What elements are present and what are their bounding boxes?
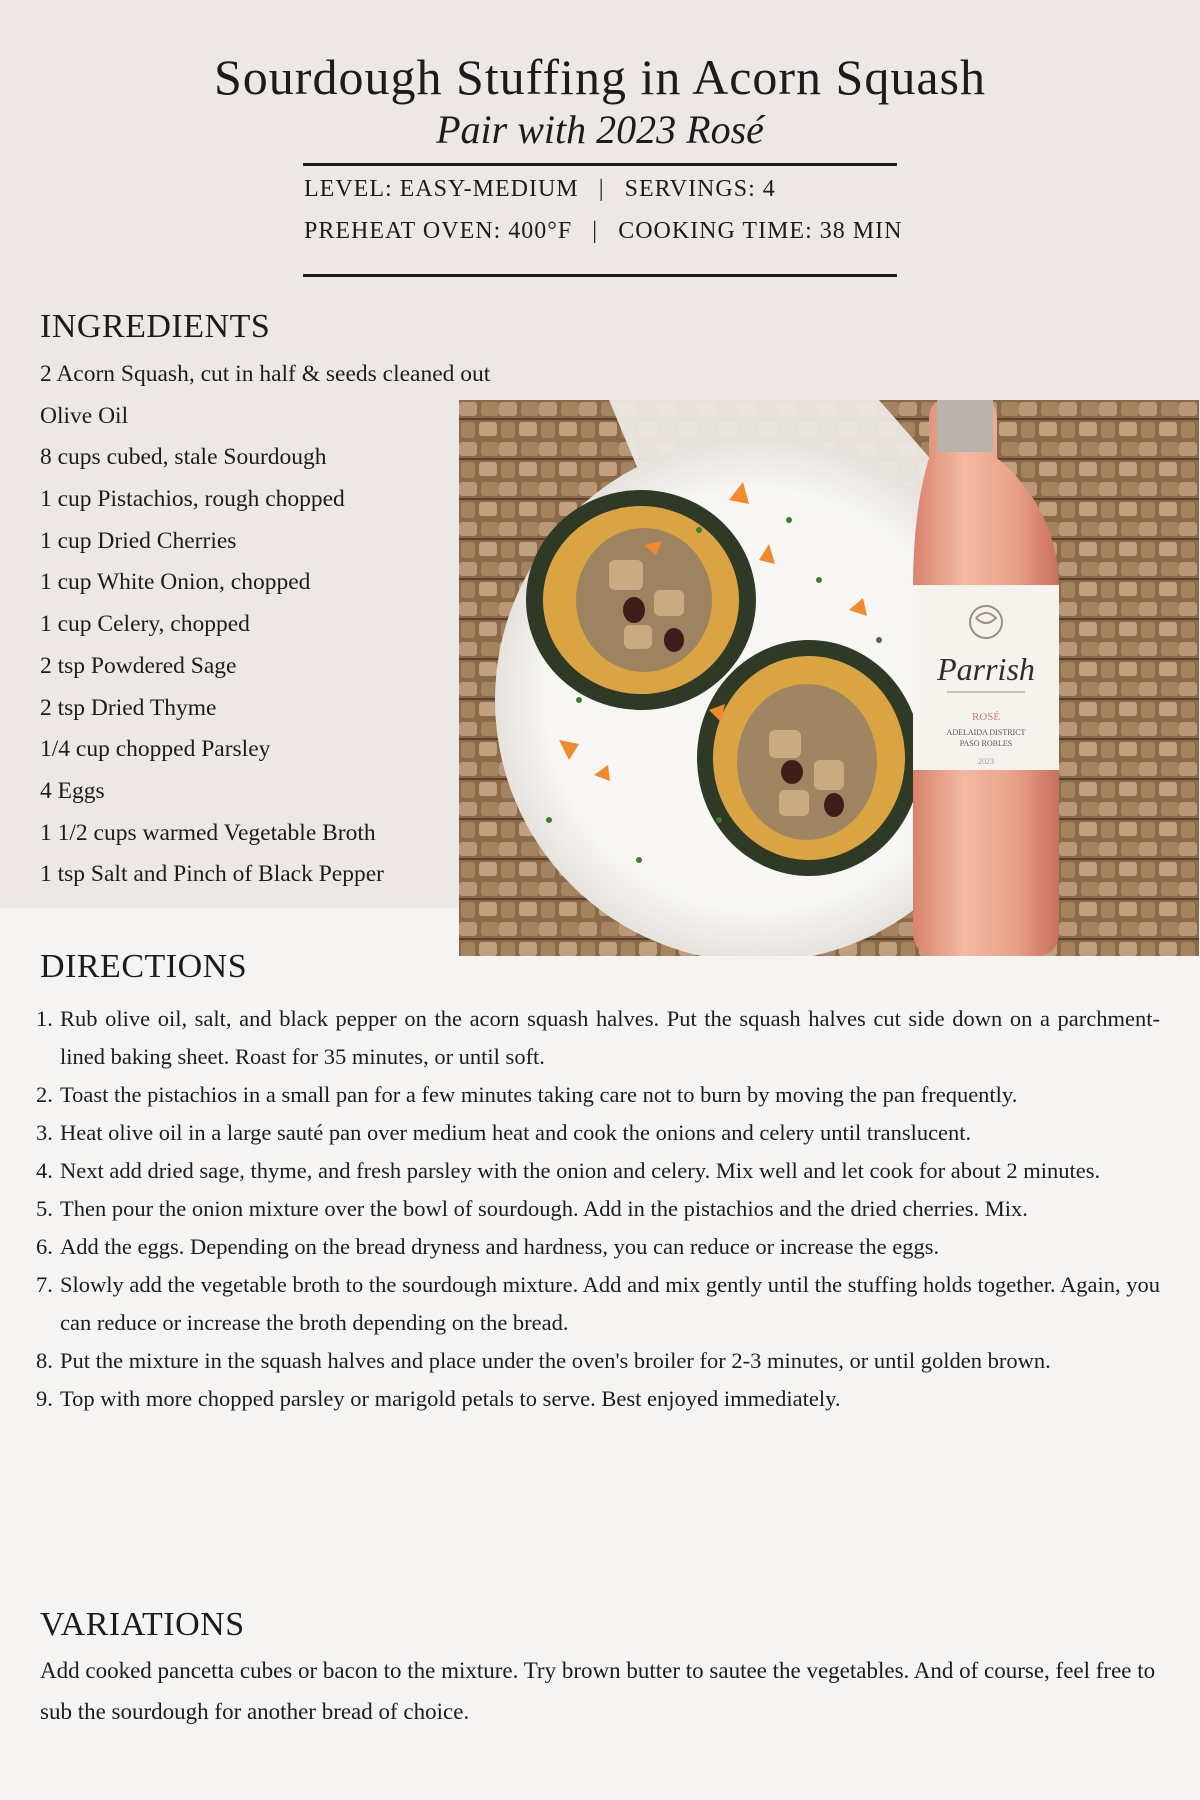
ingredient-item: 2 tsp Dried Thyme xyxy=(40,694,217,721)
direction-step xyxy=(36,1380,1160,1418)
step-text: Put the mixture in the squash halves and place under the oven's broiler for 2-3 minutes, or until golden brown. xyxy=(60,1348,1051,1373)
wine-pairing-subtitle: Pair with 2023 Rosé xyxy=(436,107,764,152)
ingredient-item: 1 1/2 cups warmed Vegetable Broth xyxy=(40,819,376,846)
recipe-title: Sourdough Stuffing in Acorn Squash xyxy=(214,49,986,105)
step-number: 6. xyxy=(36,1234,53,1259)
ingredient-item: 4 Eggs xyxy=(40,777,105,804)
ingredients-heading: INGREDIENTS xyxy=(40,308,271,345)
direction-step xyxy=(36,1190,1160,1228)
ingredient-item: 1 cup Dried Cherries xyxy=(40,527,237,554)
meta-row-2 xyxy=(304,218,902,245)
step-number: 5. xyxy=(36,1196,53,1221)
ingredient-item: 1 cup Celery, chopped xyxy=(40,611,250,638)
direction-step xyxy=(36,1266,1160,1342)
bottle-varietal-text: ROSÉ xyxy=(971,711,1001,723)
variations-text: Add cooked pancetta cubes or bacon to the mixture. Try brown butter to sautee the vegetables. And of course, feel free to sub the sourdough for another bread of choice. xyxy=(40,1658,1156,1724)
variations-heading: VARIATIONS xyxy=(40,1606,245,1643)
step-text: Top with more chopped parsley or marigold petals to serve. Best enjoyed immediately. xyxy=(60,1386,841,1411)
bottom-divider xyxy=(303,274,897,277)
cooking-time-label: COOKING TIME: 38 MIN xyxy=(618,218,903,244)
step-number: 8. xyxy=(36,1348,53,1373)
step-text: Slowly add the vegetable broth to the sourdough mixture. Add and mix gently until the stuffing holds together. Again, you can reduce or increase the broth depending on the bread. xyxy=(60,1272,1160,1335)
meta-separator: | xyxy=(592,218,599,244)
ingredient-item: 8 cups cubed, stale Sourdough xyxy=(40,444,327,471)
step-text: Then pour the onion mixture over the bowl of sourdough. Add in the pistachios and the dried cherries. Mix. xyxy=(60,1196,1028,1221)
top-divider xyxy=(303,163,897,166)
meta-separator: | xyxy=(598,176,605,202)
ingredient-item: 1/4 cup chopped Parsley xyxy=(40,736,271,763)
step-text: Add the eggs. Depending on the bread dryness and hardness, you can reduce or increase the eggs. xyxy=(60,1234,940,1259)
meta-row-1 xyxy=(304,176,776,203)
direction-step xyxy=(36,1076,1160,1114)
bottle-brand-text: Parrish xyxy=(937,651,1035,687)
ingredient-item: 2 tsp Powdered Sage xyxy=(40,652,237,679)
ingredient-item: Olive Oil xyxy=(40,402,129,429)
step-number: 3. xyxy=(36,1120,53,1145)
bottle-vintage-text: 2023 xyxy=(978,757,994,766)
direction-step xyxy=(36,1228,1160,1266)
ingredient-item: 1 tsp Salt and Pinch of Black Pepper xyxy=(40,861,384,888)
directions-list xyxy=(36,1000,1160,1418)
directions-heading: DIRECTIONS xyxy=(40,948,248,985)
step-number: 2. xyxy=(36,1082,53,1107)
bottle-subregion-text: PASO ROBLES xyxy=(959,739,1013,748)
step-text: Next add dried sage, thyme, and fresh parsley with the onion and celery. Mix well and let cook for about 2 minutes. xyxy=(60,1158,1101,1183)
ingredient-item: 2 Acorn Squash, cut in half & seeds cleaned out xyxy=(40,361,491,387)
level-label: LEVEL: EASY-MEDIUM xyxy=(304,176,579,202)
step-text: Rub olive oil, salt, and black pepper on the acorn squash halves. Put the squash halves cut side down on a parchment-lined baking sheet. Roast for 35 minutes, or until soft. xyxy=(60,1006,1160,1069)
servings-label: SERVINGS: 4 xyxy=(624,176,776,202)
ingredient-item: 1 cup White Onion, chopped xyxy=(40,569,311,596)
step-number: 7. xyxy=(36,1272,53,1297)
direction-step xyxy=(36,1000,1160,1076)
step-number: 9. xyxy=(36,1386,53,1411)
step-number: 4. xyxy=(36,1158,53,1183)
direction-step xyxy=(36,1342,1160,1380)
ingredient-item: 1 cup Pistachios, rough chopped xyxy=(40,486,345,513)
bottle-region-text: ADELAIDA DISTRICT xyxy=(946,728,1026,737)
recipe-photo xyxy=(459,400,1199,956)
step-text: Heat olive oil in a large sauté pan over medium heat and cook the onions and celery until translucent. xyxy=(60,1120,972,1145)
step-text: Toast the pistachios in a small pan for a few minutes taking care not to burn by moving the pan frequently. xyxy=(60,1082,1018,1107)
direction-step xyxy=(36,1152,1160,1190)
preheat-label: PREHEAT OVEN: 400°F xyxy=(304,218,573,244)
step-number: 1. xyxy=(36,1006,53,1031)
direction-step xyxy=(36,1114,1160,1152)
